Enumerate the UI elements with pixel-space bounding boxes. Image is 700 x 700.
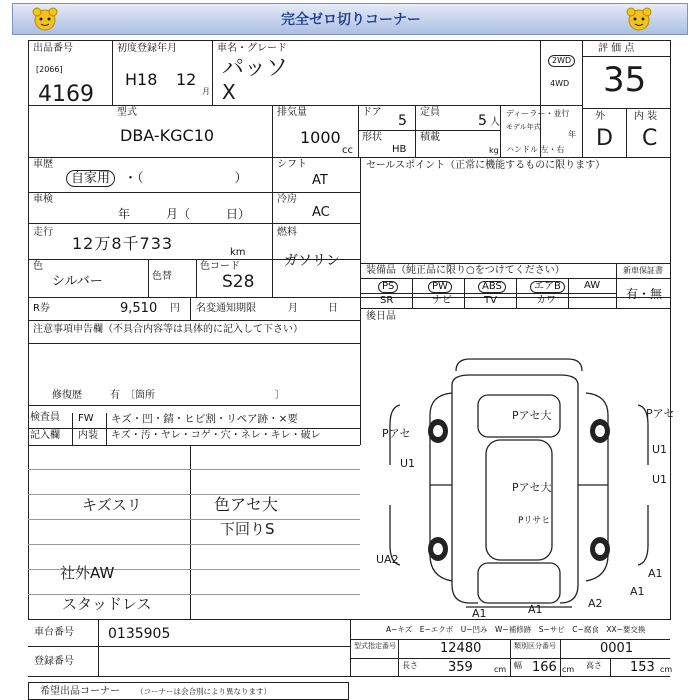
capacity-label: 定員 <box>420 107 440 118</box>
mileage-label: 走行 <box>33 227 53 238</box>
damage-legend: A−キズ E−エクボ U−凹み W−補修跡 S−サビ C−腐食 XX−要交換 <box>386 625 646 634</box>
recycle-fee: 9,510 <box>120 301 158 316</box>
note-underbody-rust: 下回りS <box>220 520 275 538</box>
sales-point-label: セールスポイント（正常に機能するものに限ります） <box>366 160 606 171</box>
note-aftermarket-wheels: 社外AW <box>60 564 115 582</box>
note-studless: スタッドレス <box>62 595 152 613</box>
model-class-value: 12480 <box>440 641 482 656</box>
chassis-no-label: 車台番号 <box>34 627 74 638</box>
chassis-no-value: 0135905 <box>108 626 171 642</box>
equip-pw-circled: PW <box>428 281 452 293</box>
color-code-label: 色コード <box>200 261 240 272</box>
class-no-label: 類別区分番号 <box>514 642 556 650</box>
length-value: 359 <box>448 660 473 675</box>
color-label: 色 <box>33 261 43 272</box>
mark-right-dent-2: U1 <box>652 473 668 486</box>
equip-tv: TV <box>484 295 497 306</box>
note-scratch: キズスリ <box>82 496 142 514</box>
height-label: 高さ <box>586 661 602 670</box>
aircon-label: 冷房 <box>277 194 297 205</box>
car-name: パッソ <box>222 56 289 81</box>
entry-label: 記入欄 <box>30 430 60 441</box>
equip-abs-circled: ABS <box>478 281 506 293</box>
inspector-label: 検査員 <box>30 412 60 423</box>
exterior-label: 外 <box>595 111 605 122</box>
hope-corner-note: （コーナーは会合別により異なります） <box>136 687 271 696</box>
door-value: 5 <box>398 113 407 129</box>
first-reg-month: 12 <box>176 70 197 89</box>
interior-label: 内 装 <box>634 111 658 122</box>
fuel-label: 燃料 <box>277 227 297 238</box>
mark-roof-fade: Pアセ大 <box>512 481 552 494</box>
history-rest: ・（ ） <box>124 171 248 186</box>
mark-rear-bumper: A2 <box>588 597 603 610</box>
mark-right-front-fade: Pアセ <box>646 407 675 420</box>
drive-4wd: 4WD <box>550 79 570 88</box>
history-value-circled: 自家用 <box>66 170 115 187</box>
length-label: 長さ <box>402 661 418 670</box>
displacement-value: 1000 <box>300 128 341 147</box>
deadline-label: 名変通知期限 <box>196 303 256 314</box>
recycle-label: R券 <box>33 303 50 314</box>
equip-aw: AW <box>584 280 601 291</box>
load-label: 積載 <box>420 132 440 143</box>
width-label: 幅 <box>514 661 522 670</box>
first-reg-label: 初度登録年月 <box>117 43 177 54</box>
mark-right-dent-1: U1 <box>652 443 668 456</box>
displacement-label: 排気量 <box>277 107 307 118</box>
capacity-unit: 人 <box>490 117 500 128</box>
shift-value: AT <box>312 173 328 188</box>
km-unit: km <box>230 247 246 258</box>
equip-ps-circled: PS <box>378 281 398 293</box>
color-value: シルバー <box>52 274 103 289</box>
inspection-value: 年 月（ 日） <box>118 207 251 221</box>
page-title: 完全ゼロ切りコーナー <box>281 12 421 28</box>
notice-label: 注意事項申告欄（不具合内容等は具体的に記入して下さい） <box>33 324 303 335</box>
row2-items: キズ・汚・ヤレ・コゲ・穴・ネレ・キレ・破レ <box>111 430 321 441</box>
score-label: 評 価 点 <box>598 43 635 54</box>
capacity-value: 5 <box>478 113 487 129</box>
row2-label: 内装 <box>78 430 98 441</box>
note-fading: 色アセ大 <box>214 495 278 514</box>
model-class-label: 型式指定番号 <box>354 642 396 650</box>
cc-unit: cc <box>342 145 353 156</box>
mark-right-rear-scratch: A1 <box>648 567 663 580</box>
car-name-label: 車名・グレード <box>217 43 287 54</box>
width-unit: cm <box>562 665 575 674</box>
color-code-value: S28 <box>222 272 255 292</box>
mark-roof-front-fade: Pアセ大 <box>512 409 552 422</box>
hope-corner-label: 希望出品コーナー <box>40 686 120 697</box>
car-condition-diagram <box>360 345 675 620</box>
exterior-grade: D <box>596 126 613 151</box>
new-warranty-value: 有・無 <box>626 287 663 301</box>
mark-rear-scratch-1: A1 <box>472 607 487 620</box>
shape-value: HB <box>392 144 407 155</box>
equip-airbag-circled: エアB <box>530 281 565 293</box>
aircon-value: AC <box>312 205 330 220</box>
first-reg-year: H18 <box>125 70 158 89</box>
rear-items-label: 後日品 <box>366 311 396 322</box>
lot-number: 4169 <box>38 82 94 107</box>
handle-label: ハンドル 左・右 <box>506 145 565 154</box>
year-unit: 年 <box>568 130 576 139</box>
model-code: DBA-KGC10 <box>120 126 215 145</box>
width-value: 166 <box>532 660 557 675</box>
drive-2wd-circled: 2WD <box>548 55 575 67</box>
mark-repaint: Pリサヒ <box>518 516 551 526</box>
deadline-value: 月 日 <box>288 303 338 314</box>
class-no-value: 0001 <box>600 641 634 656</box>
color-change-label: 色替 <box>152 271 172 282</box>
lot-code: [2066] <box>36 65 63 74</box>
model-label: 型式 <box>117 107 137 118</box>
mark-left-front-fade: Pアセ <box>382 427 411 440</box>
equip-navi: ナビ <box>432 295 452 306</box>
mark-rear-scratch-2: A1 <box>528 603 543 616</box>
repair-history-value: 有 〔箇所 〕 <box>110 390 285 401</box>
equipment-label: 装備品（純正品に限り○をつけてください） <box>366 265 565 276</box>
history-label: 車歴 <box>33 159 53 170</box>
door-label: ドア <box>362 107 382 118</box>
fuel-value: ガソリン <box>284 253 340 269</box>
car-grade: X <box>222 80 236 104</box>
shift-label: シフト <box>277 159 307 170</box>
mark-left-dent: U1 <box>400 457 416 470</box>
shape-label: 形状 <box>362 132 382 143</box>
row1-label: FW <box>78 413 94 424</box>
repair-history-label: 修復歴 <box>52 390 82 401</box>
height-value: 153 <box>630 660 655 675</box>
interior-grade: C <box>642 126 658 151</box>
model-year-label: モデル年式 <box>506 123 541 131</box>
score-value: 35 <box>603 60 647 100</box>
height-unit: cm <box>660 665 673 674</box>
dealer-label: ディーラー・並行 <box>506 109 570 118</box>
month-unit: 月 <box>202 87 210 96</box>
length-unit: cm <box>494 665 507 674</box>
new-warranty-label: 新車保証書 <box>623 266 663 275</box>
kg-unit: kg <box>489 146 499 155</box>
mileage-value: 12万8千733 <box>72 234 174 253</box>
inspection-label: 車検 <box>33 194 53 205</box>
equip-sr: SR <box>380 295 394 306</box>
mark-rear-right-scratch: A1 <box>630 585 645 598</box>
yen-unit: 円 <box>170 303 180 314</box>
row1-items: キズ・凹・錆・ヒビ割・リペア跡・×要 <box>111 413 298 425</box>
lot-no-label: 出品番号 <box>33 43 73 54</box>
equip-leather: カワ <box>536 295 556 306</box>
mark-left-rear-dent: UA2 <box>376 553 399 566</box>
reg-no-label: 登録番号 <box>34 656 74 667</box>
